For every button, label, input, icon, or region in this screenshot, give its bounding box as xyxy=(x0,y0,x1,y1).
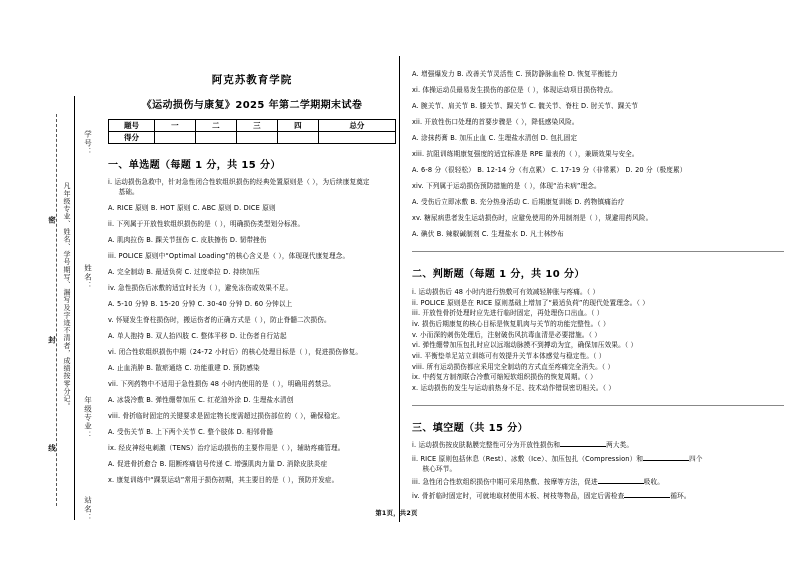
question-10-stem: x. 康复训练中“踝泵运动”常用于损伤初期，其主要目的是（ ），预防并发症。 xyxy=(108,476,339,485)
fill-blank-1-input[interactable] xyxy=(560,446,606,447)
question-1 xyxy=(108,178,396,197)
tf-item-1: i. 运动损伤后 48 小时内进行热敷可有效减轻肿胀与疼痛。（ ） xyxy=(412,288,600,297)
question-1-stem-cont: 基础。 xyxy=(118,187,139,196)
question-5-options: A. 单人抱持 B. 双人抬四肢 C. 整体平移 D. 让伤者自行站起 xyxy=(108,331,287,340)
fill-blank-2-text-cont: 核心环节。 xyxy=(422,464,457,473)
section-separator-2 xyxy=(412,405,784,406)
question-9-stem: ix. 经皮神经电刺激（TENS）治疗运动损伤的主要作用是（ ），辅助疼痛管理。 xyxy=(108,444,345,453)
score-table-col-4: 四 xyxy=(277,120,318,132)
seal-grade-major-label: 年级专业： xyxy=(83,396,93,440)
question-15-options: A. 碘伏 B. 辣椒碱制剂 C. 生理盐水 D. 凡士林纱布 xyxy=(412,230,564,239)
section-heading-single-choice: 一、单选题（每题 1 分，共 15 分） xyxy=(108,160,281,171)
fill-blank-3-input[interactable] xyxy=(598,483,644,484)
score-table xyxy=(108,119,396,144)
fill-blank-1-text-after: 两大类。 xyxy=(606,440,634,449)
question-11-stem: xi. 体操运动员最易发生损伤的部位是（ ），体现运动项目损伤特点。 xyxy=(412,86,618,95)
score-table-row-label-2: 得分 xyxy=(109,132,155,144)
fill-blank-4-input[interactable] xyxy=(624,497,670,498)
fill-blank-4-text-before: iv. 骨折临时固定时，可就地取材使用木板、树枝等物品，固定后需检查 xyxy=(412,492,625,501)
table-row xyxy=(109,120,396,132)
score-table-col-3: 三 xyxy=(236,120,277,132)
question-6-stem: vi. 闭合性软组织损伤中期（24-72 小时后）的核心处理目标是（ ），促进损伤修复。 xyxy=(108,348,363,357)
fill-blank-item-4 xyxy=(412,492,784,502)
section-heading-fill-blank: 三、填空题（共 15 分） xyxy=(412,422,529,434)
tf-item-2: ii. POLICE 原则是在 RICE 原则基础上增加了“最适负荷”的现代处置理念。（ ） xyxy=(412,298,649,307)
question-14-stem: xiv. 下列属于运动损伤预防措施的是（ ），体现“治未病”理念。 xyxy=(412,182,601,191)
tf-item-3: iii. 开放性骨折处理时应先进行临时固定，再处理伤口出血。（ ） xyxy=(412,309,604,318)
question-9-options: A. 促进骨折愈合 B. 阻断疼痛信号传递 C. 增强肌肉力量 D. 消除皮肤炎症 xyxy=(108,460,328,469)
question-13-stem: xiii. 抗阻训练期康复强度的适宜标准是 RPE 量表的（ ），兼顾效果与安全。 xyxy=(412,150,639,159)
question-14-options: A. 受伤后立即冰敷 B. 充分热身活动 C. 后期康复训练 D. 药物镇痛治疗 xyxy=(412,198,625,207)
score-cell-3[interactable] xyxy=(236,132,277,144)
column-divider xyxy=(399,56,400,522)
score-cell-2[interactable] xyxy=(195,132,236,144)
score-cell-total[interactable] xyxy=(318,132,395,144)
fill-blank-1-text-before: i. 运动损伤按皮肤黏膜完整性可分为开放性损伤和 xyxy=(412,440,561,449)
question-8-options: A. 受伤关节 B. 上下两个关节 C. 整个肢体 D. 相邻骨骼 xyxy=(108,428,274,437)
question-1-stem: i. 运动损伤急救中，针对急性闭合性软组织损伤的经典处置原则是（ ），为后续康复奠定 xyxy=(108,178,370,186)
seal-vertical-rule xyxy=(74,96,75,520)
page-footer: 第1页，共2页 xyxy=(375,510,418,517)
question-2-stem: ii. 下列属于开放性软组织损伤的是（ ），明确损伤类型划分标准。 xyxy=(108,219,305,228)
seal-site-label: 站名： xyxy=(83,496,93,523)
seal-margin xyxy=(34,96,110,523)
tf-item-9: ix. 中药复方制剂联合冷敷可缩短软组织损伤的恢复周期。（ ） xyxy=(412,373,597,382)
fill-blank-item-2 xyxy=(412,455,784,475)
question-7-stem: vii. 下列药物中不适用于急性损伤 48 小时内使用的是（ ），明确用药禁忌。 xyxy=(108,380,335,389)
fill-blank-3-text-before: iii. 急性闭合性软组织损伤中期可采用热敷、按摩等方法，促进 xyxy=(412,478,598,487)
score-cell-4[interactable] xyxy=(277,132,318,144)
left-column xyxy=(108,72,396,492)
question-10-options: A. 增强爆发力 B. 改善关节灵活性 C. 预防静脉血栓 D. 恢复平衡能力 xyxy=(412,70,618,78)
school-name: 阿克苏教育学院 xyxy=(211,74,293,86)
question-7-options: A. 冰袋冷敷 B. 弹性绷带加压 C. 红花油外涂 D. 生理盐水清创 xyxy=(108,396,294,405)
seal-mark-mi: 密 xyxy=(47,216,57,225)
question-12-stem: xii. 开放性伤口处理的首要步骤是（ ），降低感染风险。 xyxy=(412,118,579,127)
fill-blank-2-input[interactable] xyxy=(643,460,689,461)
tf-item-4: iv. 损伤后期康复的核心目标是恢复肌肉与关节的功能完整性。（ ） xyxy=(412,320,610,329)
seal-student-id-label: 学号： xyxy=(83,130,93,157)
score-cell-1[interactable] xyxy=(154,132,195,144)
fill-blank-item-1 xyxy=(412,441,784,451)
seal-mark-xian: 线 xyxy=(47,444,57,453)
seal-name-label: 姓名： xyxy=(83,264,93,291)
tf-item-5: v. 小而深的刺伤处理后，注射破伤风抗毒血清是必要措施。（ ） xyxy=(412,330,602,339)
fill-blank-3-text-after: 吸收。 xyxy=(643,478,665,487)
right-column xyxy=(412,70,784,506)
question-8-stem: viii. 骨折临时固定的关键要求是固定物长度需超过损伤部位的（ ），确保稳定。 xyxy=(108,412,344,421)
tf-item-8: viii. 所有运动损伤都应采用完全制动的方式直至疼痛完全消失。（ ） xyxy=(412,362,615,371)
score-table-row-label-1: 题号 xyxy=(109,120,155,132)
page-title: 《运动损伤与康复》2025 年第二学期期末试卷 xyxy=(141,100,363,111)
section-heading-true-false: 二、判断题（每题 1 分，共 10 分） xyxy=(412,269,585,281)
question-13-options: A. 6-8 分（很轻松） B. 12-14 分（有点累） C. 17-19 分（非常累） D. 20 分（极度累） xyxy=(412,166,687,175)
question-4-stem: iv. 急性损伤后冰敷的适宜时长为（ ），避免冻伤或效果不足。 xyxy=(108,283,293,292)
question-6-options: A. 止血消肿 B. 散瘀通络 C. 功能重建 D. 预防感染 xyxy=(108,364,260,373)
question-15-stem: xv. 糖尿病患者发生运动损伤时，应避免使用的外用制剂是（ ），规避用药风险。 xyxy=(412,214,653,223)
question-5-stem: v. 怀疑发生脊柱损伤时，搬运伤者的正确方式是（ ），防止脊髓二次损伤。 xyxy=(108,315,331,324)
score-table-col-total: 总分 xyxy=(318,120,395,132)
question-12-options: A. 涂抹药膏 B. 加压止血 C. 生理盐水清创 D. 包扎固定 xyxy=(412,134,578,143)
score-table-col-1: 一 xyxy=(154,120,195,132)
seal-warning-text: 凡年级专业、姓名、学号期写、漏写及字迹不清者，成绩按零分记。 xyxy=(63,182,71,410)
section-separator-1 xyxy=(412,251,784,252)
question-1-options: A. RICE 原则 B. HOT 原则 C. ABC 原则 D. DICE 原则 xyxy=(108,203,276,212)
seal-mark-feng: 封 xyxy=(47,336,57,345)
tf-item-7: vii. 平衡垫单足站立训练可有效提升关节本体感觉与稳定性。（ ） xyxy=(412,352,606,361)
question-4-options: A. 5-10 分钟 B. 15-20 分钟 C. 30-40 分钟 D. 60 分钟以上 xyxy=(108,299,293,308)
tf-item-10: x. 运动损伤的发生与运动前热身不足、技术动作错误密切相关。（ ） xyxy=(412,384,616,393)
score-table-col-2: 二 xyxy=(195,120,236,132)
question-11-options: A. 腕关节、肩关节 B. 膝关节、踝关节 C. 髋关节、脊柱 D. 肘关节、踝关节 xyxy=(412,102,638,111)
fill-blank-2-text-before: ii. RICE 原则包括休息（Rest）、冰敷（Ice）、加压包扎（Compression）和 xyxy=(412,454,644,463)
fill-blank-4-text-after: 循环。 xyxy=(670,492,691,501)
fill-blank-item-3 xyxy=(412,478,784,488)
question-3-options: A. 完全制动 B. 最适负荷 C. 过度牵拉 D. 持续加压 xyxy=(108,267,260,276)
question-3-stem: iii. POLICE 原则中“Optimal Loading”的核心含义是（ ），体现现代康复理念。 xyxy=(108,251,350,260)
tf-item-6: vi. 弹性绷带加压包扎时应以远端动脉摸不到搏动为宜，确保加压效果。（ ） xyxy=(412,341,638,350)
table-row xyxy=(109,132,396,144)
fill-blank-2-text-after: 四个 xyxy=(689,454,703,463)
question-2-options: A. 肌肉拉伤 B. 踝关节扭伤 C. 皮肤擦伤 D. 韧带挫伤 xyxy=(108,235,267,244)
